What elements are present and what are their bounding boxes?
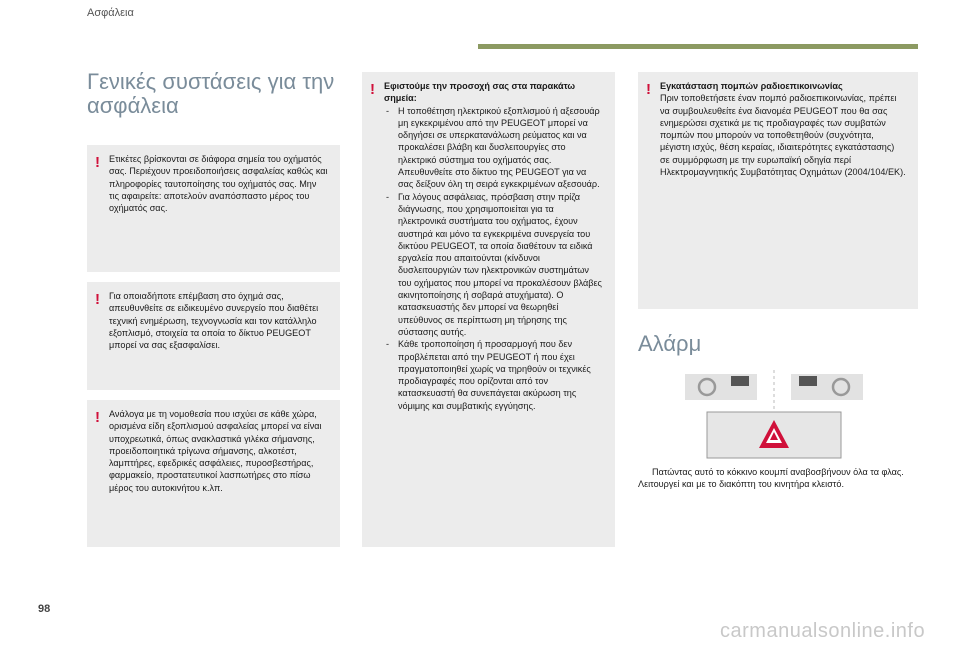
note-box-attention [362, 72, 615, 547]
header-rule [478, 44, 918, 49]
section-label: Ασφάλεια [87, 7, 134, 19]
warning-icon: ! [95, 291, 100, 308]
alarm-note: Λειτουργεί και με το διακόπτη του κινητήρα κλειστό. [638, 479, 844, 490]
note-heading: Εγκατάσταση πομπών ραδιοεπικοινωνίας [660, 81, 843, 91]
screen-icon [799, 376, 817, 386]
note-box-equipment [87, 400, 340, 547]
note-list [384, 105, 603, 412]
alarm-instruction [638, 466, 908, 478]
instruction-text: Πατώντας αυτό το κόκκινο κουμπί αναβοσβήνουν όλα τα φλας. [652, 467, 904, 477]
list-item: - Η τοποθέτηση ηλεκτρικού εξοπλισμού ή αξεσουάρ μη εγκεκριμένου από την PEUGEOT μπορεί να οδηγήσει σε υπερκατανάλωση ρεύματος και να προκαλέσει βλάβη και δυσλειτουργίες στο ηλεκτρικό σύστημα του οχήματός σας. Απευθυνθείτε στο δίκτυο της PEUGEOT για να σας δείξουν όλη τη σειρά εγκεκριμένων αξεσουάρ. [384, 105, 603, 191]
page-number: 98 [38, 603, 51, 615]
note-text: Για οποιαδήποτε επέμβαση στο όχημά σας, απευθυνθείτε σε ειδικευμένο συνεργείο που διαθέτει τεχνική ενημέρωση, τεχνογνωσία και τον κατάλληλο εξοπλισμό, στοιχεία τα οποία το δίκτυο PEUGEOT μπορεί να σας εξασφαλίσει. [109, 291, 319, 351]
warning-icon: ! [95, 154, 100, 171]
watermark: carmanualsonline.info [720, 620, 926, 642]
warning-icon: ! [370, 81, 375, 98]
list-item: - Κάθε τροποποίηση ή προσαρμογή που δεν προβλέπεται από την PEUGEOT ή που έχει πραγματοποιηθεί χωρίς να τηρηθούν οι τεχνικές προδιαγραφές που ορίζονται από τον κατασκευαστή θα συνεπάγεται ακύρωση της νόμιμης και συμβατικής εγγύησης. [384, 338, 603, 412]
alarm-caption [638, 466, 908, 491]
alarm-title: Αλάρμ [638, 331, 702, 356]
note-box-workshop [87, 282, 340, 390]
page-title: Γενικές συστάσεις για την ασφάλεια [87, 69, 335, 118]
list-item: - Για λόγους ασφάλειας, πρόσβαση στην πρίζα διάγνωσης, που χρησιμοποιείται για τα ηλεκτρονικά συστήματα του οχήματος, έχουν αυστηρά και μόνο τα εγκεκριμένα συνεργεία του δικτύου PEUGEOT, τα οποία διαθέτουν τα ειδικά εργαλεία που απαιτούνται (κίνδυνοι δυσλειτουργιών των ηλεκτρονικών συστημάτων του οχήματος που μπορεί να προκαλέσουν βλάβες ακινητοποίησης ή σοβαρά ατυχήματα). Ο κατασκευαστής δεν μπορεί να θεωρηθεί υπεύθυνος σε περίπτωση μη τήρησης της σύστασης αυτής. [384, 191, 603, 339]
note-box-labels [87, 145, 340, 272]
warning-icon: ! [646, 81, 651, 98]
note-box-radio [638, 72, 918, 309]
note-text: Ετικέτες βρίσκονται σε διάφορα σημεία του οχήματός σας. Περιέχουν προειδοποιήσεις ασφαλείας καθώς και πληροφορίες ταυτοποίησης του οχήματός σας. Μην τις αφαιρείτε: αποτελούν αναπόσπαστο μέρος του οχήματός σας. [109, 154, 328, 214]
screen-icon [731, 376, 749, 386]
warning-icon: ! [95, 409, 100, 426]
note-heading: Εφιστούμε την προσοχή σας στα παρακάτω σημεία: [384, 81, 576, 104]
note-text: Ανάλογα με τη νομοθεσία που ισχύει σε κάθε χώρα, ορισμένα είδη εξοπλισμού ασφαλείας μπορεί να είναι υποχρεωτικά, όπως ανακλαστικά γιλέκα σήμανσης, προειδοποιητικά τρίγωνα σήμανσης, αλκοτέστ, λαμπτήρες, εφεδρικές ασφάλειες, πυροσβεστήρας, φαρμακείο, προστατευτικοί λασπωτήρες στο πίσω μέρος του αυτοκινήτου κ.λπ. [109, 409, 322, 493]
note-text: Πριν τοποθετήσετε έναν πομπό ραδιοεπικοινωνίας, πρέπει να συμβουλευθείτε ένα διανομέα PEUGEOT που θα σας ενημερώσει σχετικά με τις προδιαγραφές των συμβατών πομπών που μπορούν να τοποθετηθούν (συχνότητα, μέγιστη ισχύς, θέση κεραίας, ιδιαιτερότητες εγκατάστασης) σε συμμόρφωση με την ευρωπαϊκή οδηγία περί Ηλεκτρομαγνητικής Συμβατότητας Οχημάτων (2004/104/ΕΚ). [660, 93, 906, 178]
hazard-switch-diagram [685, 370, 863, 460]
